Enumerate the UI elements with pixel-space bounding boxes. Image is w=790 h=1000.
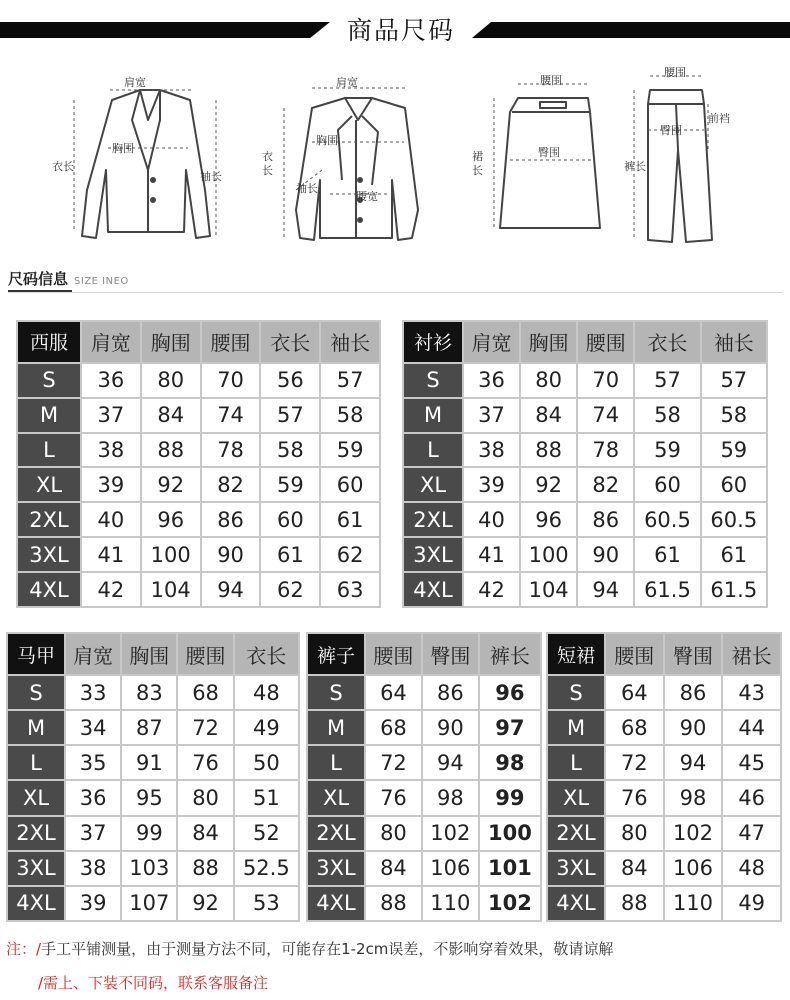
table-row <box>18 364 379 397</box>
size-label-cell: L <box>548 746 604 779</box>
measurement-cell: 88 <box>178 852 232 885</box>
size-label-cell: XL <box>8 781 64 814</box>
size-label-cell: 3XL <box>308 852 364 885</box>
skirt-size-table <box>546 632 782 922</box>
size-label-cell: L <box>308 746 364 779</box>
table-row <box>548 817 780 850</box>
measurement-cell: 104 <box>521 573 576 606</box>
measurement-cell: 41 <box>464 538 519 571</box>
measurement-cell: 87 <box>122 711 176 744</box>
suit-column-header: 衣长 <box>261 322 319 362</box>
vest-header-row <box>8 634 298 674</box>
measurement-cell: 68 <box>606 711 663 744</box>
measurement-cell: 39 <box>82 468 140 501</box>
measurement-cell: 92 <box>142 468 200 501</box>
table-row <box>308 781 540 814</box>
measurement-cell: 80 <box>521 364 576 397</box>
measurement-cell: 110 <box>423 887 478 920</box>
note-line1: 手工平铺测量，由于测量方法不同，可能存在1-2cm误差，不影响穿着效果，敬请谅解 <box>41 940 614 958</box>
measurement-cell: 97 <box>480 711 540 744</box>
measurement-cell: 37 <box>82 399 140 432</box>
measurement-cell: 39 <box>464 468 519 501</box>
measurement-cell: 94 <box>423 746 478 779</box>
measurement-cell: 60 <box>635 468 699 501</box>
pants-column-header: 裤长 <box>480 634 540 674</box>
measurement-cell: 49 <box>723 887 780 920</box>
jacket-chest-label: 胸围 <box>112 142 134 155</box>
measurement-cell: 100 <box>521 538 576 571</box>
measurement-cell: 48 <box>235 676 298 709</box>
size-label-cell: XL <box>404 468 462 501</box>
measurement-cell: 61 <box>635 538 699 571</box>
table-row <box>548 746 780 779</box>
measurement-cell: 83 <box>122 676 176 709</box>
measurement-cell: 96 <box>142 503 200 536</box>
measurement-cell: 37 <box>66 817 120 850</box>
measurement-cell: 35 <box>66 746 120 779</box>
size-label-cell: XL <box>308 781 364 814</box>
measurement-cell: 90 <box>202 538 260 571</box>
measurement-cell: 68 <box>178 676 232 709</box>
banner-bar-right <box>472 22 790 38</box>
vest-column-header: 腰围 <box>178 634 232 674</box>
pants-length-label: 裤长 <box>624 160 646 173</box>
measurement-cell: 60 <box>321 468 379 501</box>
measurement-cell: 104 <box>142 573 200 606</box>
measurement-cell: 92 <box>178 887 232 920</box>
measurement-cell: 74 <box>578 399 633 432</box>
measurement-cell: 74 <box>202 399 260 432</box>
shirt-column-header: 腰围 <box>578 322 633 362</box>
shirt-header-row <box>404 322 766 362</box>
shirt-size-table <box>402 320 768 608</box>
measurement-cell: 70 <box>578 364 633 397</box>
pants-column-header: 腰围 <box>366 634 421 674</box>
size-label-cell: 3XL <box>18 538 80 571</box>
shirt-column-header: 衣长 <box>635 322 699 362</box>
measurement-cell: 84 <box>521 399 576 432</box>
size-label-cell: XL <box>548 781 604 814</box>
table-row <box>404 573 766 606</box>
measurement-cell: 40 <box>464 503 519 536</box>
table-row <box>404 503 766 536</box>
measurement-cell: 41 <box>82 538 140 571</box>
table-row <box>308 887 540 920</box>
measurement-cell: 99 <box>480 781 540 814</box>
table-row <box>8 746 298 779</box>
measurement-cell: 61.5 <box>635 573 699 606</box>
measurement-cell: 98 <box>665 781 722 814</box>
measurement-cell: 61 <box>261 538 319 571</box>
size-label-cell: 2XL <box>18 503 80 536</box>
shirt-column-header: 肩宽 <box>464 322 519 362</box>
measurement-cell: 91 <box>122 746 176 779</box>
suit-column-header: 胸围 <box>142 322 200 362</box>
skirt-sketch <box>500 98 600 228</box>
size-info-heading <box>8 268 129 289</box>
measurement-cell: 82 <box>578 468 633 501</box>
measurement-cell: 76 <box>178 746 232 779</box>
measurement-cell: 76 <box>366 781 421 814</box>
measurement-cell: 80 <box>606 817 663 850</box>
size-info-subtitle: SIZE INEO <box>74 276 129 287</box>
measurement-cell: 58 <box>261 434 319 467</box>
pants-size-table <box>306 632 542 922</box>
measurement-cell: 102 <box>665 817 722 850</box>
measurement-cell: 59 <box>702 434 766 467</box>
measurement-cell: 59 <box>635 434 699 467</box>
measurement-cell: 60 <box>261 503 319 536</box>
measurement-cell: 37 <box>464 399 519 432</box>
table-row <box>404 399 766 432</box>
size-label-cell: M <box>18 399 80 432</box>
measurement-cell: 57 <box>261 399 319 432</box>
jacket-shoulder-label: 肩宽 <box>124 76 146 89</box>
table-row <box>404 538 766 571</box>
measurement-cell: 106 <box>665 852 722 885</box>
size-label-cell: 4XL <box>308 887 364 920</box>
size-label-cell: L <box>8 746 64 779</box>
measurement-cell: 34 <box>66 711 120 744</box>
suit-header-row <box>18 322 379 362</box>
shirt-category-label: 衬衫 <box>404 322 462 362</box>
measurement-cell: 90 <box>578 538 633 571</box>
table-row <box>404 468 766 501</box>
measurement-cell: 102 <box>480 887 540 920</box>
measurement-cell: 43 <box>723 676 780 709</box>
blouse-length-label: 衣长 <box>262 150 273 177</box>
measurement-cell: 102 <box>423 817 478 850</box>
pants-hip-label: 臀围 <box>660 124 682 137</box>
measurement-cell: 98 <box>423 781 478 814</box>
pants-waist-label: 腰围 <box>664 66 686 79</box>
measurement-cell: 107 <box>122 887 176 920</box>
size-label-cell: 3XL <box>548 852 604 885</box>
table-row <box>18 399 379 432</box>
table-row <box>548 852 780 885</box>
size-label-cell: XL <box>18 468 80 501</box>
measurement-cell: 94 <box>578 573 633 606</box>
measurement-cell: 57 <box>702 364 766 397</box>
measurement-cell: 38 <box>82 434 140 467</box>
size-label-cell: S <box>308 676 364 709</box>
measurement-illustrations <box>0 60 790 260</box>
measurement-cell: 88 <box>142 434 200 467</box>
size-label-cell: 2XL <box>308 817 364 850</box>
measurement-cell: 86 <box>202 503 260 536</box>
measurement-cell: 76 <box>606 781 663 814</box>
skirt-column-header: 臀围 <box>665 634 722 674</box>
measurement-cell: 72 <box>178 711 232 744</box>
size-label-cell: 2XL <box>8 817 64 850</box>
suit-category-label: 西服 <box>18 322 80 362</box>
measurement-cell: 50 <box>235 746 298 779</box>
measurement-cell: 36 <box>66 781 120 814</box>
table-row <box>404 364 766 397</box>
measurement-cell: 101 <box>480 852 540 885</box>
skirt-length-label: 裙长 <box>472 150 483 177</box>
measurement-cell: 40 <box>82 503 140 536</box>
measurement-cell: 56 <box>261 364 319 397</box>
measurement-cell: 47 <box>723 817 780 850</box>
measurement-cell: 72 <box>366 746 421 779</box>
measurement-cell: 90 <box>423 711 478 744</box>
vest-category-label: 马甲 <box>8 634 64 674</box>
table-row <box>8 676 298 709</box>
measurement-cell: 80 <box>366 817 421 850</box>
table-row <box>18 573 379 606</box>
table-row <box>18 434 379 467</box>
measurement-cell: 42 <box>464 573 519 606</box>
size-label-cell: M <box>404 399 462 432</box>
measurement-cell: 103 <box>122 852 176 885</box>
vest-size-table <box>6 632 300 922</box>
size-label-cell: 2XL <box>404 503 462 536</box>
blouse-sketch <box>296 98 418 240</box>
measurement-cell: 42 <box>82 573 140 606</box>
measurement-note <box>6 938 613 959</box>
measurement-cell: 64 <box>606 676 663 709</box>
shirt-column-header: 胸围 <box>521 322 576 362</box>
pants-header-row <box>308 634 540 674</box>
table-row <box>8 887 298 920</box>
measurement-cell: 92 <box>521 468 576 501</box>
note-prefix: 注：/ <box>6 940 42 958</box>
size-label-cell: S <box>18 364 80 397</box>
blouse-sleeve-label: 袖长 <box>296 182 318 195</box>
measurement-cell: 57 <box>635 364 699 397</box>
skirt-column-header: 裙长 <box>723 634 780 674</box>
blouse-shoulder-label: 肩宽 <box>336 76 358 89</box>
measurement-cell: 72 <box>606 746 663 779</box>
measurement-cell: 39 <box>66 887 120 920</box>
table-row <box>18 468 379 501</box>
table-row <box>8 711 298 744</box>
table-row <box>308 852 540 885</box>
vest-column-header: 衣长 <box>235 634 298 674</box>
size-label-cell: S <box>8 676 64 709</box>
size-label-cell: L <box>404 434 462 467</box>
table-row <box>404 434 766 467</box>
size-label-cell: 2XL <box>548 817 604 850</box>
header-banner <box>0 8 790 54</box>
measurement-cell: 63 <box>321 573 379 606</box>
measurement-cell: 51 <box>235 781 298 814</box>
measurement-cell: 48 <box>723 852 780 885</box>
suit-column-header: 袖长 <box>321 322 379 362</box>
size-label-cell: 3XL <box>404 538 462 571</box>
measurement-cell: 53 <box>235 887 298 920</box>
size-label-cell: S <box>548 676 604 709</box>
size-label-cell: 4XL <box>404 573 462 606</box>
measurement-cell: 60 <box>702 468 766 501</box>
measurement-cell: 52 <box>235 817 298 850</box>
banner-bar-left <box>0 22 330 38</box>
measurement-cell: 98 <box>480 746 540 779</box>
measurement-cell: 59 <box>261 468 319 501</box>
jacket-length-label: 衣长 <box>52 160 74 173</box>
suit-size-table <box>16 320 381 608</box>
table-row <box>8 781 298 814</box>
size-label-cell: 4XL <box>548 887 604 920</box>
vest-column-header: 胸围 <box>122 634 176 674</box>
size-info-divider <box>8 292 782 293</box>
table-row <box>308 676 540 709</box>
table-row <box>308 746 540 779</box>
skirt-category-label: 短裙 <box>548 634 604 674</box>
measurement-cell: 61 <box>702 538 766 571</box>
measurement-cell: 58 <box>702 399 766 432</box>
size-label-cell: 3XL <box>8 852 64 885</box>
measurement-cell: 46 <box>723 781 780 814</box>
measurement-cell: 84 <box>142 399 200 432</box>
measurement-cell: 86 <box>423 676 478 709</box>
measurement-cell: 100 <box>480 817 540 850</box>
skirt-column-header: 腰围 <box>606 634 663 674</box>
page-title: 商品尺码 <box>346 16 455 45</box>
blouse-waist-label: 腰宽 <box>356 190 378 203</box>
measurement-cell: 57 <box>321 364 379 397</box>
measurement-cell: 58 <box>321 399 379 432</box>
suit-column-header: 腰围 <box>202 322 260 362</box>
table-row <box>8 852 298 885</box>
measurement-cell: 95 <box>122 781 176 814</box>
measurement-cell: 94 <box>202 573 260 606</box>
measurement-cell: 96 <box>521 503 576 536</box>
suit-column-header: 肩宽 <box>82 322 140 362</box>
table-row <box>308 817 540 850</box>
table-row <box>548 711 780 744</box>
measurement-cell: 44 <box>723 711 780 744</box>
measurement-cell: 94 <box>665 746 722 779</box>
table-row <box>18 503 379 536</box>
measurement-cell: 33 <box>66 676 120 709</box>
table-row <box>548 676 780 709</box>
measurement-cell: 80 <box>178 781 232 814</box>
pants-category-label: 裤子 <box>308 634 364 674</box>
measurement-cell: 78 <box>578 434 633 467</box>
skirt-hip-label: 臀围 <box>538 146 560 159</box>
shirt-column-header: 袖长 <box>702 322 766 362</box>
table-row <box>18 538 379 571</box>
measurement-cell: 88 <box>606 887 663 920</box>
measurement-cell: 45 <box>723 746 780 779</box>
measurement-cell: 88 <box>521 434 576 467</box>
blouse-chest-label: 胸围 <box>316 134 338 147</box>
measurement-cell: 61 <box>321 503 379 536</box>
pants-front-rise-label: 前裆 <box>708 112 730 125</box>
jacket-sketch <box>82 90 210 238</box>
size-info-title: 尺码信息 <box>8 270 69 288</box>
size-label-cell: S <box>404 364 462 397</box>
size-label-cell: 4XL <box>8 887 64 920</box>
measurement-cell: 49 <box>235 711 298 744</box>
measurement-cell: 38 <box>464 434 519 467</box>
measurement-cell: 96 <box>480 676 540 709</box>
measurement-cell: 82 <box>202 468 260 501</box>
measurement-cell: 86 <box>665 676 722 709</box>
measurement-cell: 36 <box>464 364 519 397</box>
measurement-cell: 62 <box>261 573 319 606</box>
measurement-cell: 64 <box>366 676 421 709</box>
measurement-cell: 80 <box>142 364 200 397</box>
vest-column-header: 肩宽 <box>66 634 120 674</box>
table-row <box>548 781 780 814</box>
measurement-cell: 86 <box>578 503 633 536</box>
measurement-cell: 106 <box>423 852 478 885</box>
measurement-cell: 68 <box>366 711 421 744</box>
size-label-cell: 4XL <box>18 573 80 606</box>
measurement-cell: 61.5 <box>702 573 766 606</box>
measurement-cell: 62 <box>321 538 379 571</box>
measurement-cell: 110 <box>665 887 722 920</box>
jacket-sleeve-label: 袖长 <box>200 170 222 183</box>
measurement-cell: 52.5 <box>235 852 298 885</box>
measurement-cell: 59 <box>321 434 379 467</box>
pants-sketch <box>648 90 712 242</box>
size-label-cell: L <box>18 434 80 467</box>
measurement-cell: 78 <box>202 434 260 467</box>
measurement-cell: 58 <box>635 399 699 432</box>
measurement-cell: 84 <box>366 852 421 885</box>
measurement-cell: 36 <box>82 364 140 397</box>
garment-sketches <box>0 60 790 260</box>
measurement-cell: 88 <box>366 887 421 920</box>
measurement-cell: 70 <box>202 364 260 397</box>
skirt-waist-label: 腰围 <box>540 74 562 87</box>
size-label-cell: M <box>548 711 604 744</box>
table-row <box>548 887 780 920</box>
table-row <box>308 711 540 744</box>
table-row <box>8 817 298 850</box>
measurement-cell: 60.5 <box>702 503 766 536</box>
measurement-cell: 100 <box>142 538 200 571</box>
measurement-cell: 38 <box>66 852 120 885</box>
measurement-cell: 84 <box>178 817 232 850</box>
size-label-cell: M <box>8 711 64 744</box>
measurement-cell: 84 <box>606 852 663 885</box>
skirt-header-row <box>548 634 780 674</box>
measurement-cell: 90 <box>665 711 722 744</box>
note-line2: /需上、下装不同码，联系客服备注 <box>38 974 269 992</box>
size-label-cell: M <box>308 711 364 744</box>
measurement-cell: 60.5 <box>635 503 699 536</box>
measurement-cell: 99 <box>122 817 176 850</box>
pants-column-header: 臀围 <box>423 634 478 674</box>
